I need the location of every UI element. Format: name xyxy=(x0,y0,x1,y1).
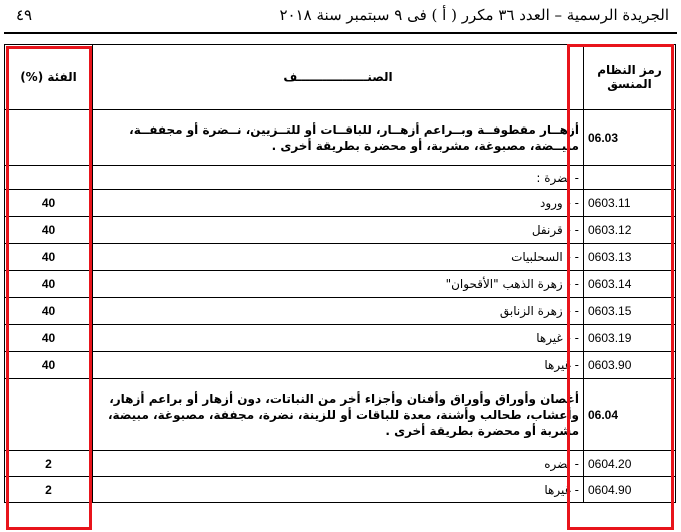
description-cell: أغصان وأوراق وأوراق وأفنان وأجزاء أخر من النباتات، دون أزهار أو براعم أزهار، وأعشاب، طحالب وأشنة، معدة للباقات أو للزينة، نضرة، مجففة، مصبوغة، مبيضة، مشربة أو محضرة بطريقة أخرى . xyxy=(93,379,584,451)
table-row xyxy=(5,379,676,451)
table-row xyxy=(5,190,676,217)
hs-code-cell: 0604.90 xyxy=(584,477,676,503)
table-row xyxy=(5,166,676,190)
page-header xyxy=(0,0,681,36)
hs-code-cell: 0603.11 xyxy=(584,190,676,217)
category-cell: 40 xyxy=(5,271,93,298)
table-row xyxy=(5,244,676,271)
description-cell: - غيرها xyxy=(93,477,584,503)
header-description: الصنـــــــــــــــــف xyxy=(93,45,584,110)
description-cell: - - السحلبيات xyxy=(93,244,584,271)
table-row xyxy=(5,298,676,325)
table-row xyxy=(5,477,676,503)
description-cell: - - غيرها xyxy=(93,325,584,352)
description-cell: - - زهرة الزنابق xyxy=(93,298,584,325)
description-cell: - - ورود xyxy=(93,190,584,217)
table-row xyxy=(5,110,676,166)
category-cell: 40 xyxy=(5,352,93,379)
description-cell: - نضرة : xyxy=(93,166,584,190)
tariff-table xyxy=(4,44,676,503)
category-cell: 40 xyxy=(5,244,93,271)
hs-code-cell: 06.03 xyxy=(584,110,676,166)
hs-code-cell: 0603.12 xyxy=(584,217,676,244)
table-row xyxy=(5,217,676,244)
description-cell: - - قرنفل xyxy=(93,217,584,244)
category-cell xyxy=(5,110,93,166)
table-row xyxy=(5,325,676,352)
header-hs-code: رمز النظام المنسق xyxy=(584,45,676,110)
hs-code-cell: 0603.13 xyxy=(584,244,676,271)
category-cell: 40 xyxy=(5,217,93,244)
category-cell: 40 xyxy=(5,325,93,352)
category-cell xyxy=(5,166,93,190)
description-cell: - نضره xyxy=(93,451,584,477)
table-row xyxy=(5,352,676,379)
hs-code-cell xyxy=(584,166,676,190)
gazette-title: الجريدة الرسمية – العدد ٣٦ مكرر ( أ ) فى ٩ سبتمبر سنة ٢٠١٨ xyxy=(279,6,669,24)
category-cell: 40 xyxy=(5,298,93,325)
hs-code-cell: 0604.20 xyxy=(584,451,676,477)
category-cell: 2 xyxy=(5,451,93,477)
hs-code-cell: 06.04 xyxy=(584,379,676,451)
header-divider xyxy=(4,32,677,34)
category-cell: 2 xyxy=(5,477,93,503)
table-row xyxy=(5,271,676,298)
description-cell: أزهــار مقطوفــة وبــراعم أزهــار، للباقــات أو للتــزيين، نــضرة أو مجففــة، مبيــضة، مصبوغة، مشربة، أو محضرة بطريقة أخرى . xyxy=(93,110,584,166)
category-cell xyxy=(5,379,93,451)
header-category: الفئة (%) xyxy=(5,45,93,110)
page-number: ٤٩ xyxy=(16,6,33,24)
category-cell: 40 xyxy=(5,190,93,217)
hs-code-cell: 0603.15 xyxy=(584,298,676,325)
description-cell: - غيرها xyxy=(93,352,584,379)
hs-code-cell: 0603.19 xyxy=(584,325,676,352)
description-cell: - - زهرة الذهب "الأقحوان" xyxy=(93,271,584,298)
hs-code-cell: 0603.14 xyxy=(584,271,676,298)
table-header-row xyxy=(5,45,676,110)
hs-code-cell: 0603.90 xyxy=(584,352,676,379)
table-row xyxy=(5,451,676,477)
